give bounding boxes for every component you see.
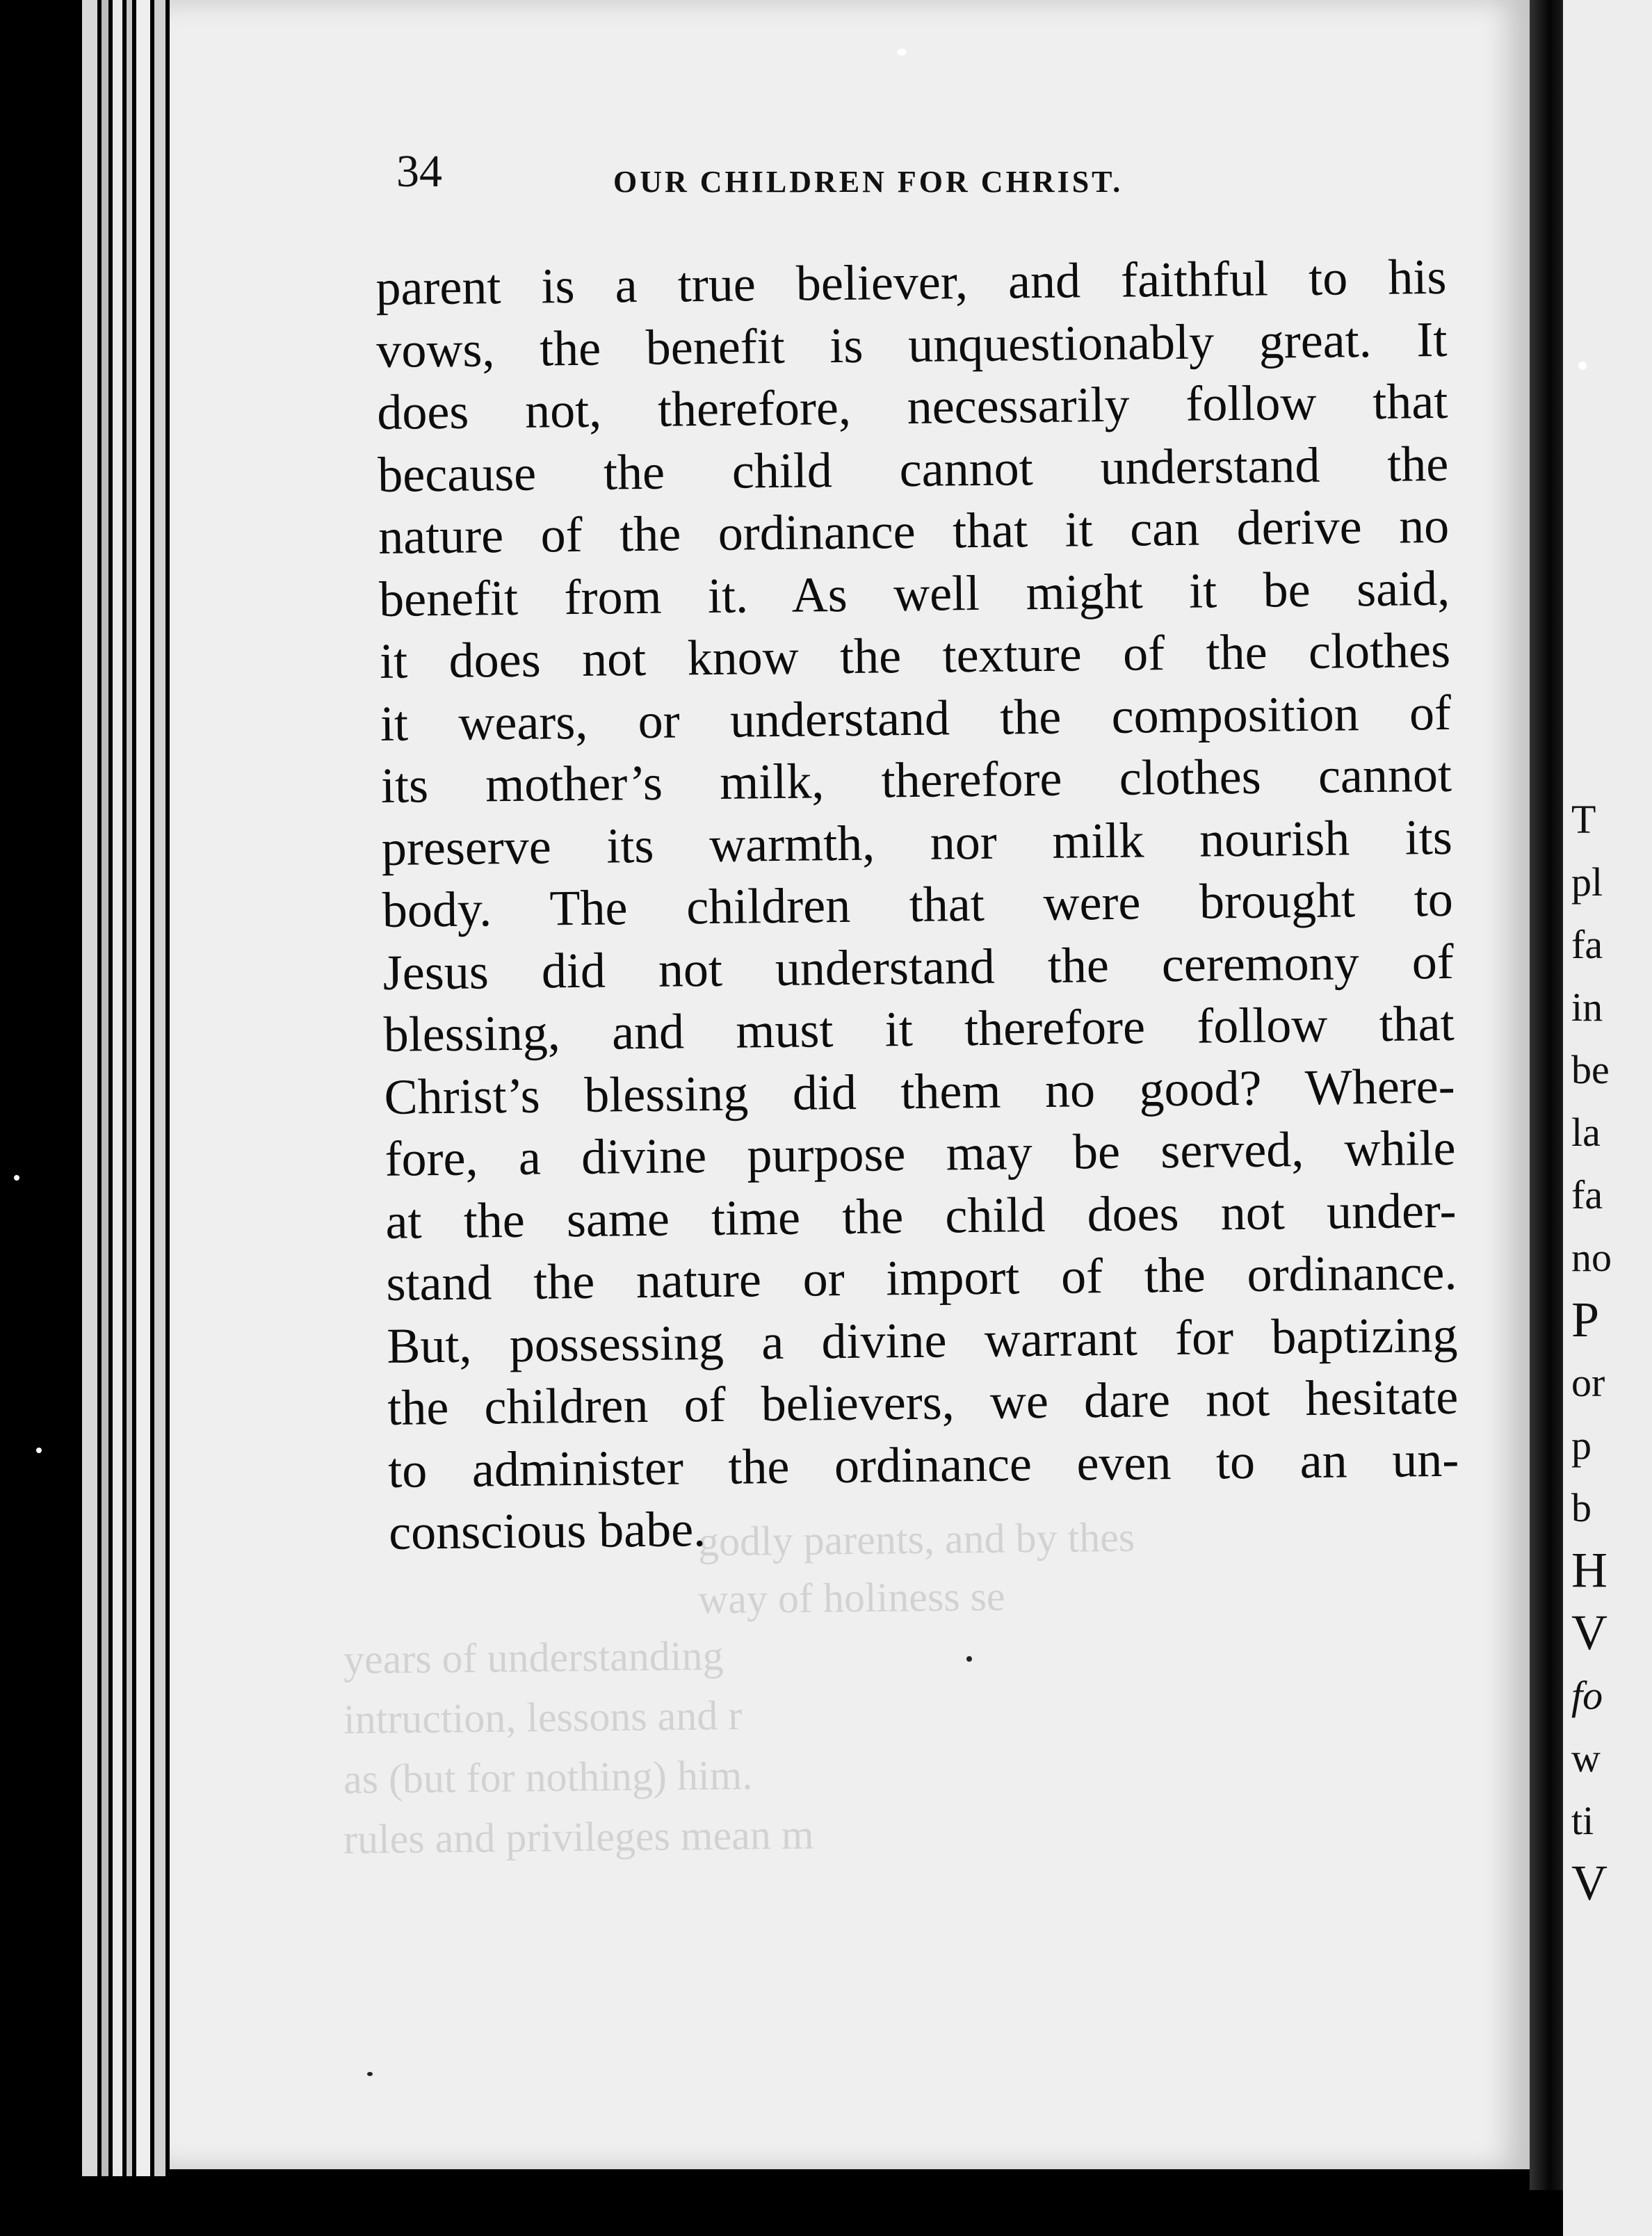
page-edge	[154, 0, 165, 2176]
facing-page-fragment: be	[1571, 1047, 1610, 1092]
scan-speck	[897, 49, 907, 56]
text-line: Jesus did not understand the ceremony of	[382, 933, 1455, 1000]
text-line: preserve its warmth, nor milk nourish its	[381, 809, 1453, 876]
text-line: because the child cannot understand the	[377, 435, 1449, 503]
page-edge	[82, 0, 97, 2176]
facing-page-fragment: p	[1571, 1423, 1592, 1468]
facing-page-fragment: fa	[1571, 1172, 1603, 1217]
facing-page-fragment: T	[1571, 797, 1596, 842]
show-through-line: as (but for nothing) him.	[343, 1751, 753, 1803]
facing-page-fragment: ti	[1571, 1798, 1594, 1843]
text-line: body. The children that were brought to	[382, 870, 1454, 938]
facing-page-fragment: P	[1571, 1292, 1600, 1347]
text-line: at the same time the child does not under-	[385, 1182, 1457, 1249]
page-edge	[102, 0, 108, 2176]
text-line: conscious babe.	[388, 1501, 706, 1560]
text-line: parent is a true believer, and faithful to his	[375, 248, 1447, 316]
text-line: fore, a divine purpose may be served, while	[384, 1119, 1456, 1187]
text-line: it does not know the texture of the clothes	[379, 622, 1451, 689]
show-through-line: godly parents, and by thes	[697, 1514, 1135, 1565]
facing-page-fragment: in	[1571, 985, 1603, 1030]
show-through-line: rules and privileges mean m	[343, 1811, 814, 1863]
text-line: But, possessing a divine warrant for baptizing	[386, 1306, 1458, 1374]
page-edge	[136, 0, 150, 2176]
show-through-line: years of understanding	[343, 1633, 724, 1683]
text-line: vows, the benefit is unquestionably great. It	[375, 311, 1448, 378]
facing-page-fragment: fa	[1571, 922, 1603, 967]
facing-page-fragment: V	[1571, 1855, 1608, 1911]
facing-page-fragment: H	[1571, 1542, 1608, 1598]
page-number: 34	[396, 146, 442, 197]
show-through-line: intruction, lessons and r	[343, 1692, 743, 1742]
text-line: nature of the ordinance that it can derive no	[378, 497, 1450, 565]
facing-page-fragment: or	[1571, 1360, 1605, 1405]
facing-page-fragment: pl	[1571, 859, 1603, 905]
text-line: the children of believers, we dare not hesitate	[387, 1368, 1459, 1436]
scan-speck	[36, 1448, 42, 1453]
body-text	[375, 246, 1460, 1564]
text-line: it wears, or understand the composition of	[380, 684, 1452, 752]
facing-page	[1563, 0, 1652, 2236]
scan-speck	[367, 2072, 373, 2076]
text-line: does not, therefore, necessarily follow that	[376, 373, 1448, 440]
scan-speck	[966, 1656, 972, 1662]
text-line: blessing, and must it therefore follow that	[383, 995, 1455, 1062]
text-line: stand the nature or import of the ordinance.	[386, 1244, 1457, 1311]
facing-page-fragment: b	[1571, 1485, 1592, 1530]
scan-speck	[1578, 362, 1587, 370]
facing-page-fragment: w	[1571, 1735, 1601, 1781]
facing-page-fragment: la	[1571, 1110, 1601, 1155]
book-gutter	[1530, 0, 1563, 2190]
show-through-line: way of holiness se	[697, 1573, 1005, 1623]
text-line: its mother’s milk, therefore clothes cannot	[380, 746, 1452, 813]
facing-page-fragment: no	[1571, 1235, 1612, 1280]
page-edge	[113, 0, 122, 2176]
text-line: to administer the ordinance even to an un-	[387, 1431, 1459, 1498]
scan-speck	[14, 1175, 19, 1181]
running-title: OUR CHILDREN FOR CHRIST.	[613, 165, 1124, 199]
text-line: benefit from it. As well might it be said,	[378, 560, 1450, 627]
facing-page-fragment: V	[1571, 1605, 1608, 1660]
page-edge	[127, 0, 132, 2176]
facing-page-fragment: fo	[1571, 1673, 1603, 1718]
text-line: Christ’s blessing did them no good? Where-	[384, 1058, 1455, 1125]
